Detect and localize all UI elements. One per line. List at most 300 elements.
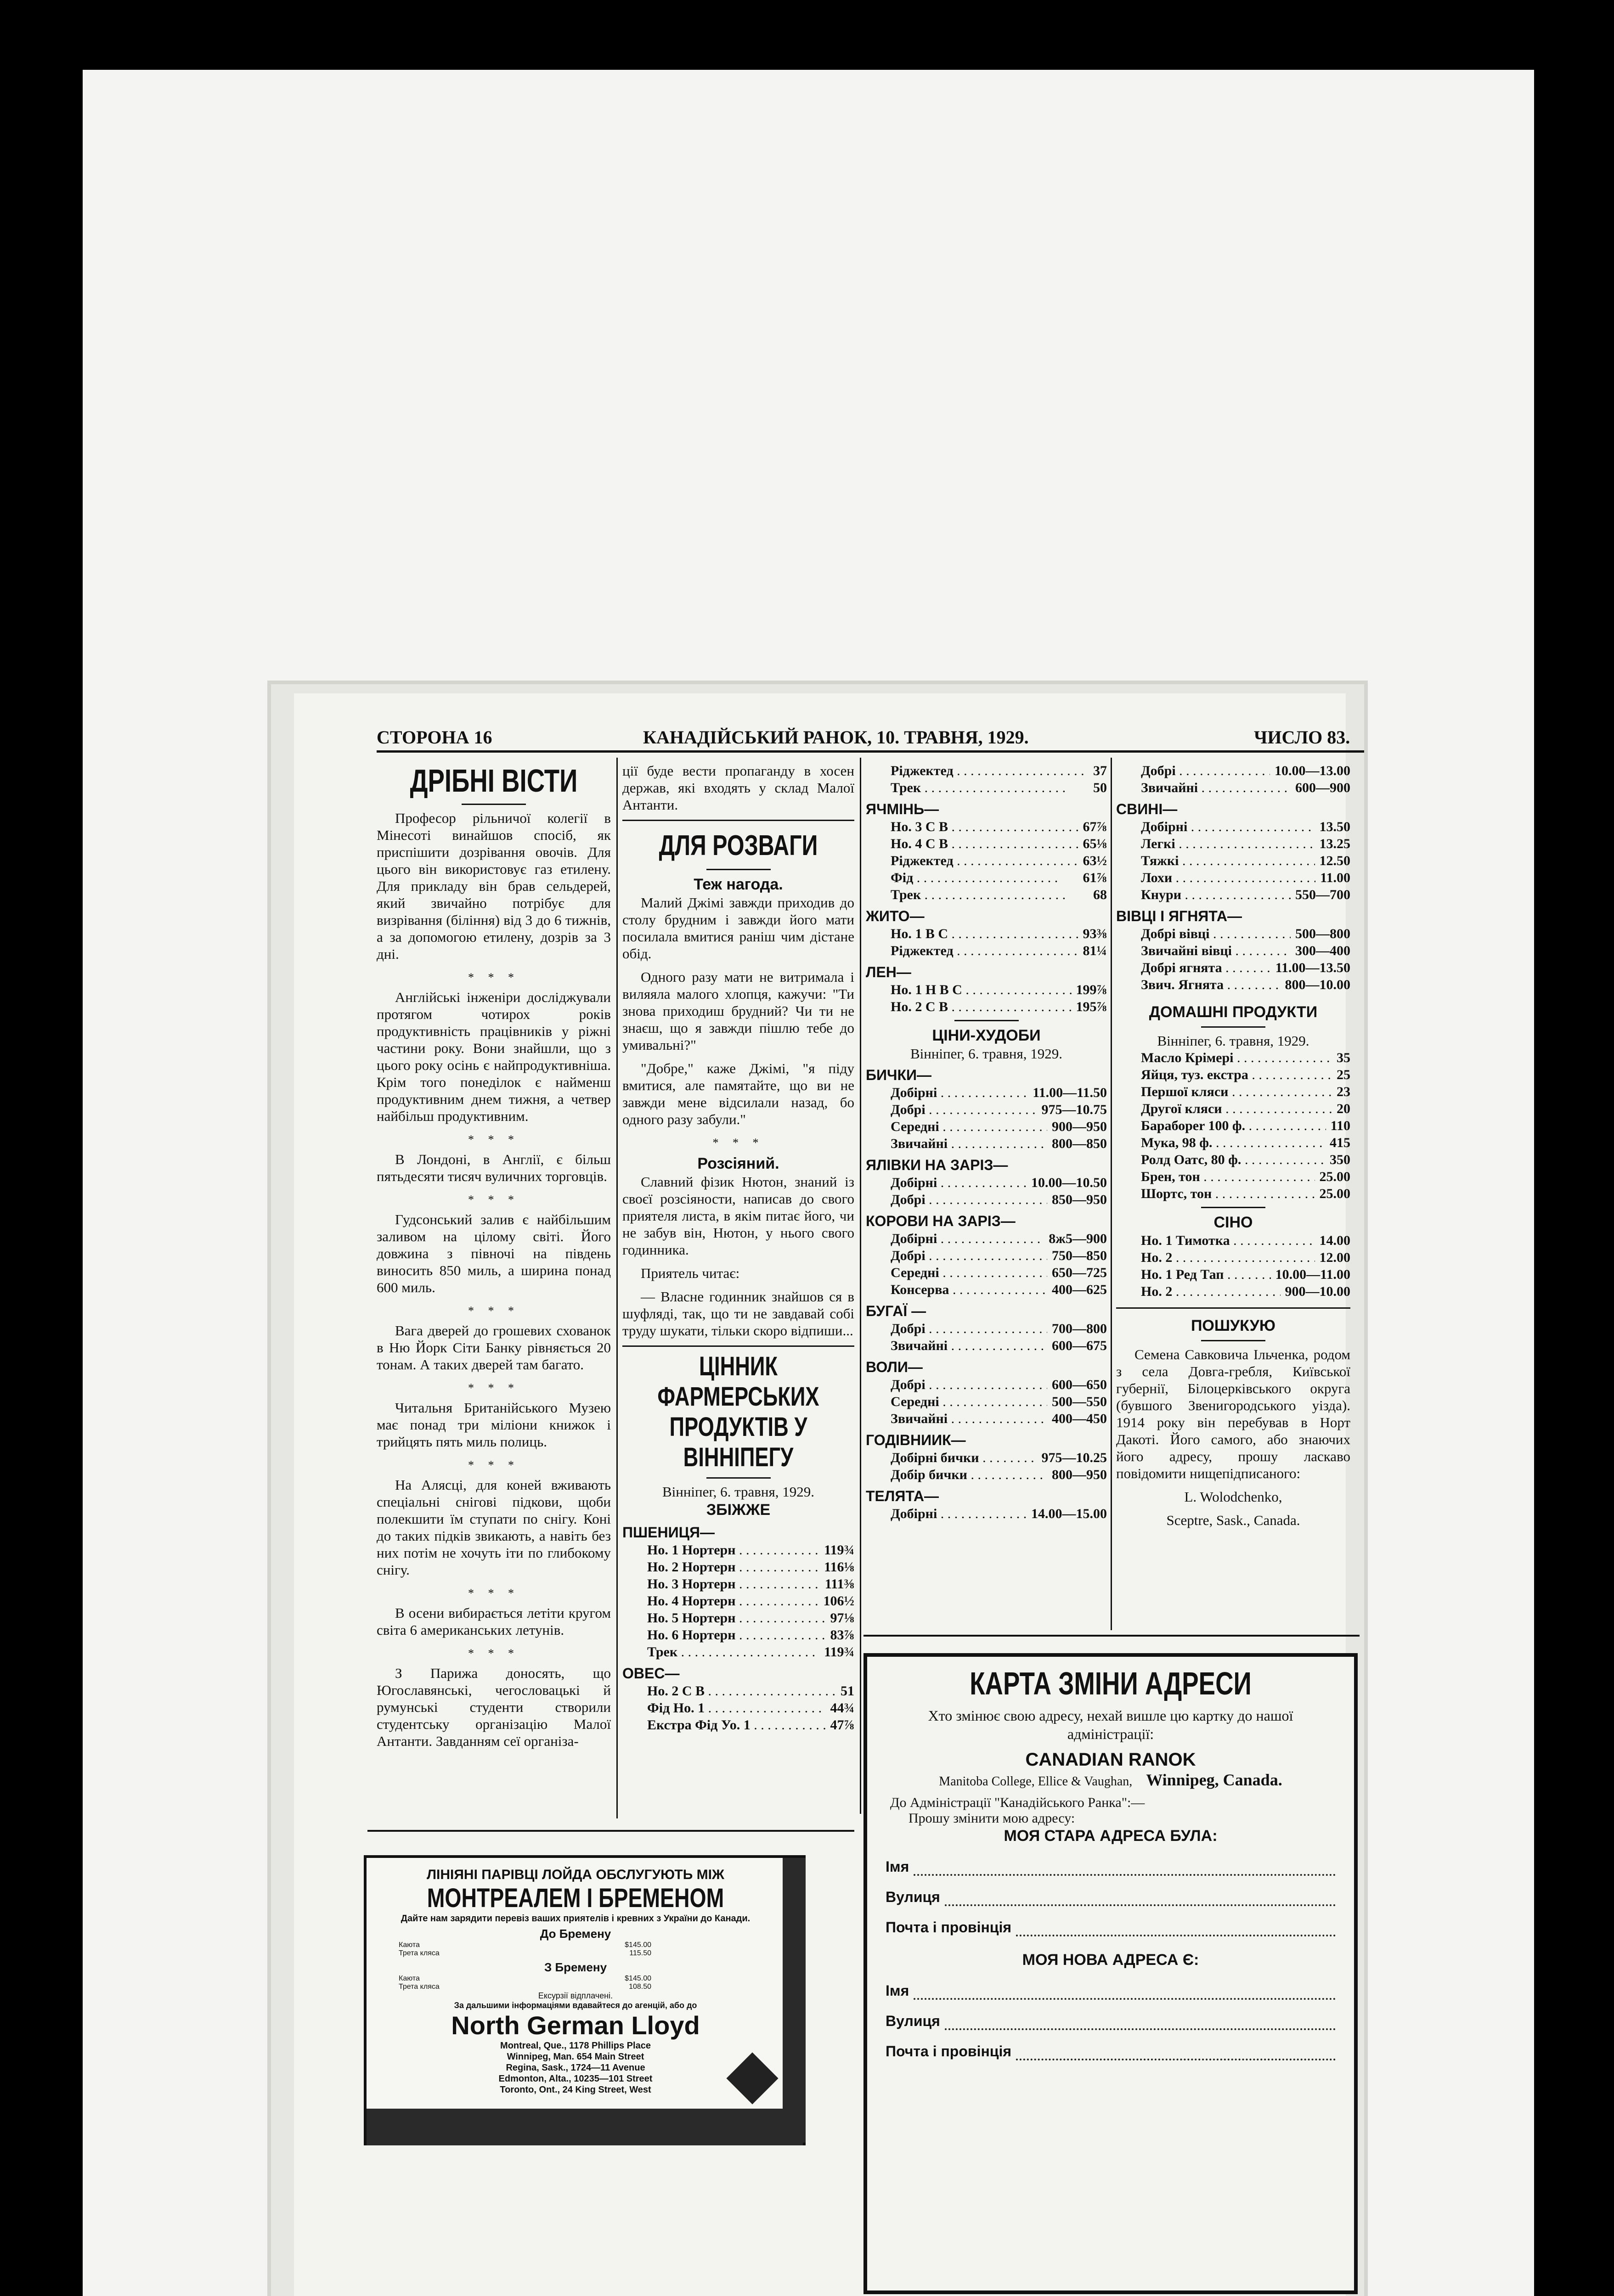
short-rule [706, 869, 771, 870]
price-row [866, 1264, 1107, 1281]
oats-heading: ОВЕС— [622, 1665, 680, 1682]
feeders-prices [866, 1449, 1107, 1483]
heifers-prices [866, 1174, 1107, 1208]
price-value: 110 [1330, 1118, 1350, 1133]
price-row [866, 998, 1107, 1015]
search-notice-signature: L. Wolodchenko, [1184, 1489, 1282, 1505]
price-value: 12.00 [1319, 1250, 1350, 1265]
price-row [1116, 1232, 1350, 1249]
cattle-heading: ЦІНИ-ХУДОБИ [932, 1027, 1041, 1044]
price-row [866, 1281, 1107, 1298]
price-value: 415 [1330, 1135, 1350, 1150]
price-item: Брен, тон . . . [1141, 1168, 1315, 1185]
separator: * * * [468, 1587, 519, 1600]
price-item: Добірні . . . [1141, 818, 1315, 835]
section-rule [367, 1830, 854, 1832]
price-item: Яйця, туз. екстра . . . [1141, 1066, 1332, 1083]
grains-heading: ЗБІЖЖЕ [706, 1501, 771, 1519]
section-rule [1116, 1307, 1350, 1309]
ad-line: Дайте нам зарядити перевіз ваших приятелів і кревних з України до Канади. [401, 1913, 751, 1924]
price-item: Но. 4 С В . . . [891, 835, 1078, 852]
price-value: 800—850 [1052, 1136, 1107, 1151]
barley-prices [866, 818, 1107, 903]
price-row [1116, 942, 1350, 959]
price-value: 63½ [1083, 853, 1107, 868]
feeders-heading: ГОДІВНИИК— [866, 1432, 966, 1448]
column-livestock-produce [1116, 762, 1350, 1529]
oxen-prices [866, 1376, 1107, 1427]
price-value: 12.50 [1319, 853, 1350, 868]
separator: * * * [468, 1304, 519, 1317]
column-rule [1111, 758, 1112, 1630]
price-row [1116, 818, 1350, 835]
price-value: 35 [1337, 1050, 1350, 1065]
news-item: З Парижа доносять, що Югославянські, чегословацькі й румунські студенти створили студентську організацію Малої Антанти. Завданням сеї організа- [377, 1665, 611, 1749]
price-value: 20 [1337, 1101, 1350, 1116]
price-item: Добрі . . . [891, 1101, 1037, 1118]
story-text: Малий Джімі завжди приходив до столу брудним і завжди його мати посилала вмитися раніш чим дістане обід. [622, 895, 854, 962]
story-title: Розсіяний. [697, 1155, 779, 1172]
price-item: Но. 1 Н В С . . . [891, 981, 1072, 998]
price-value: 650—725 [1052, 1265, 1107, 1280]
separator: * * * [468, 971, 519, 984]
entertainment-title: ДЛЯ РОЗВАГИ [659, 830, 818, 861]
story-text: Одного разу мати не витримала і виляяла малого хлопця, кажучи: "Ти знова приходиш брудний? Чи ти не знаєш, що я завжди пішлю тебе до умивальні?" [622, 969, 854, 1053]
wheat-prices [622, 1542, 854, 1660]
price-value: 900—950 [1052, 1119, 1107, 1134]
price-row [866, 1393, 1107, 1410]
news-item: Англійські інженіри досліджували протягом чотирох років продуктивність працівників у ріжні частини року. Вони знайшли, що з цього року осінь є найпродуктивніша. Крім того понеділок є найменш продуктивним днем тижня, а четвер найбільш продуктивним. [377, 989, 611, 1124]
price-item: Трек . . . [891, 779, 1089, 796]
price-value: 195⅞ [1076, 999, 1107, 1014]
price-item: Добрі . . . [891, 1320, 1047, 1337]
price-item: Звич. Ягнята . . . [1141, 976, 1281, 993]
continued-text: ції буде вести пропаганду в хосен держав, які входять у склад Малої Антанти. [622, 763, 854, 813]
price-row [866, 925, 1107, 942]
price-row [866, 818, 1107, 835]
price-item: Середні . . . [891, 1393, 1047, 1410]
price-item: Но. 3 С В . . . [891, 818, 1078, 835]
price-item: Но. 1 Ред Тап . . . [1141, 1266, 1271, 1283]
old-name-field[interactable]: Імя [886, 1857, 1336, 1876]
price-row [622, 1626, 854, 1643]
grain-prices [866, 762, 1107, 796]
calves-prices [866, 1505, 1107, 1522]
price-row [1116, 1049, 1350, 1066]
price-row [866, 1174, 1107, 1191]
column-grain-cattle [866, 762, 1107, 1522]
bulls-prices [866, 1320, 1107, 1354]
price-row [1116, 869, 1350, 886]
price-item: Звичайні . . . [1141, 779, 1291, 796]
sheep-prices [1116, 925, 1350, 993]
price-value: 10.00—13.00 [1275, 763, 1350, 778]
cattle-date: Вінніпег, 6. травня, 1929. [910, 1046, 1063, 1062]
price-row [866, 1247, 1107, 1264]
price-item: Но. 1 Тимотка . . . [1141, 1232, 1315, 1249]
hay-prices [1116, 1232, 1350, 1300]
price-item: Першої кляси . . . [1141, 1083, 1332, 1100]
home-products-date: Вінніпег, 6. травня, 1929. [1157, 1033, 1309, 1049]
price-value: 111⅜ [824, 1576, 854, 1592]
price-value: 11.00—11.50 [1033, 1085, 1107, 1100]
price-row [866, 1230, 1107, 1247]
price-row [622, 1716, 854, 1733]
price-value: 97⅛ [830, 1610, 854, 1626]
north-german-lloyd-ad [364, 1855, 806, 2145]
home-products-heading: ДОМАШНІ ПРОДУКТИ [1149, 1003, 1318, 1021]
price-row [1116, 1117, 1350, 1134]
price-item: Но. 2 Нортерн . . . [647, 1559, 819, 1576]
price-value: 350 [1330, 1152, 1350, 1167]
price-item: Середні . . . [891, 1118, 1047, 1135]
price-list-title: ЦІННИК ФАРМЕРСЬКИХ ПРОДУКТІВ У ВІННІПЕГУ [657, 1351, 819, 1472]
card-recipient: До Адміністрації "Канадійського Ранка":— [890, 1795, 1145, 1810]
price-item: Но. 2 С В . . . [891, 998, 1072, 1015]
price-value: 81¼ [1083, 943, 1107, 958]
price-row [622, 1593, 854, 1609]
short-rule [706, 1477, 771, 1479]
price-value: 600—675 [1052, 1338, 1107, 1353]
price-row [1116, 835, 1350, 852]
price-row [1116, 976, 1350, 993]
ad-address: Montreal, Que., 1178 Phillips Place [500, 2041, 651, 2051]
price-row [866, 852, 1107, 869]
price-value: 975—10.75 [1041, 1102, 1107, 1117]
ad-address: Winnipeg, Man. 654 Main Street [507, 2052, 644, 2062]
price-date: Вінніпег, 6. травня, 1929. [662, 1484, 815, 1500]
price-row [1116, 886, 1350, 903]
ad-address: Edmonton, Alta., 10235—101 Street [498, 2074, 653, 2084]
price-value: 14.00 [1319, 1233, 1350, 1248]
price-item: Шортс, тон . . . [1141, 1185, 1315, 1202]
price-value: 13.50 [1319, 819, 1350, 834]
small-news-title: ДРІБНІ ВІСТИ [410, 763, 578, 799]
price-value: 900—10.00 [1285, 1284, 1350, 1299]
price-row [622, 1559, 854, 1576]
paper-title: КАНАДІЙСЬКИЙ РАНОК, 10. ТРАВНЯ, 1929. [643, 727, 1029, 748]
news-item: Читальня Британійського Музею має понад три міліони книжок і трийцять пять миль полиць. [377, 1400, 611, 1450]
price-row [866, 762, 1107, 779]
price-value: 500—800 [1295, 926, 1350, 941]
price-row [1116, 1266, 1350, 1283]
price-item: Легкі . . . [1141, 835, 1315, 852]
new-street-field[interactable]: Вулиця [886, 2012, 1336, 2030]
price-row [1116, 1185, 1350, 1202]
rye-heading: ЖИТО— [866, 908, 925, 924]
price-item: Добрі вівці . . . [1141, 925, 1291, 942]
price-item: Но. 2 С В . . . [647, 1683, 836, 1699]
price-value: 400—625 [1052, 1282, 1107, 1297]
price-row [1116, 1168, 1350, 1185]
price-value: 25.00 [1319, 1169, 1350, 1184]
story-text: — Власне годинник знайшов ся в шуфляді, так, що ти не завдавай собі труду шукати, тільки скоро відпиши... [622, 1289, 854, 1339]
section-rule [863, 1635, 1360, 1637]
price-item: Звичайні . . . [891, 1410, 1047, 1427]
bulls-heading: БУГАЇ — [866, 1303, 926, 1319]
ad-headline: МОНТРЕАЛЕМ І БРЕМЕНОМ [427, 1883, 724, 1913]
short-rule [954, 1020, 1019, 1021]
ad-line: За дальшими інформаціями вдавайтеся до агенцій, або до [454, 2001, 697, 2010]
price-item: Добір бички . . . [891, 1466, 1047, 1483]
price-item: Но. 1 Нортерн . . . [647, 1542, 819, 1559]
price-row [866, 1084, 1107, 1101]
flax-prices [866, 981, 1107, 1015]
old-address-heading: МОЯ СТАРА АДРЕСА БУЛА: [1004, 1827, 1218, 1845]
price-value: 8ж5—900 [1049, 1231, 1107, 1246]
price-value: 11.00 [1320, 870, 1350, 885]
price-item: Екстра Фід Уо. 1 . . . [647, 1716, 826, 1733]
price-value: 500—550 [1052, 1394, 1107, 1409]
search-notice-text: Семена Савковича Ільченка, родом з села Довга-гребля, Київської губернії, Білоцерківського округа (бувшого Звенигородського уізда). 1914 року він перебував в Норт Дакоті. Його самого, або знаючих його адресу, прошу ласкаво повідомити нищепідписаного: [1116, 1346, 1350, 1481]
price-row [866, 886, 1107, 903]
price-value: 50 [1093, 780, 1107, 795]
price-item: Но. 5 Нортерн . . . [647, 1609, 826, 1626]
price-value: 83⅞ [830, 1627, 854, 1643]
price-row [866, 1337, 1107, 1354]
news-item: Професор рільничої колегії в Мінесоті винайшов спосіб, як приспішити дозрівання овочів. Для цього він використовує газ етилену. Для прикладу він брав сельдерей, який звичайно потрібує для визрівання (біління) від 3 до 6 тижнів, а за допомогою етилену, дозрів за 3 дні. [377, 810, 611, 962]
column-entertainment [622, 762, 854, 1733]
price-value: 850—950 [1052, 1192, 1107, 1207]
short-rule [1201, 1340, 1265, 1341]
price-value: 47⅞ [830, 1717, 854, 1733]
price-row [866, 1410, 1107, 1427]
short-rule [1201, 1207, 1265, 1208]
price-value: 25.00 [1319, 1186, 1350, 1201]
price-item: Барабоper 100 ф. . . . [1141, 1117, 1326, 1134]
card-address: Manitoba College, Ellice & Vaughan, Winnipeg, Canada. [939, 1771, 1282, 1789]
search-notice-title: ПОШУКУЮ [1191, 1317, 1275, 1334]
price-row [866, 835, 1107, 852]
price-value: 750—850 [1052, 1248, 1107, 1263]
price-item: Но. 1 В С . . . [891, 925, 1078, 942]
hay-heading: СІНО [1213, 1214, 1253, 1231]
price-item: Звичайні вівці . . . [1141, 942, 1291, 959]
ad-brand: North German Lloyd [451, 2011, 700, 2040]
price-row [622, 1643, 854, 1660]
price-item: Трек . . . [647, 1643, 819, 1660]
price-item: Трек . . . [891, 886, 1089, 903]
price-item: Добірні . . . [891, 1505, 1027, 1522]
price-row [866, 1505, 1107, 1522]
home-products-prices [1116, 1049, 1350, 1202]
card-company: CANADIAN RANOK [1025, 1750, 1196, 1770]
price-row [866, 981, 1107, 998]
price-row [1116, 959, 1350, 976]
barley-heading: ЯЧМІНЬ— [866, 801, 939, 817]
short-rule [1201, 1026, 1265, 1028]
column-small-news [377, 762, 611, 1756]
price-row [866, 869, 1107, 886]
separator: * * * [468, 1133, 519, 1146]
ad-line: ЛІНІЯНІ ПАРІВЦІ ЛОЙДА ОБСЛУГУЮТЬ МІЖ [426, 1867, 725, 1882]
price-value: 13.25 [1319, 836, 1350, 851]
price-row [622, 1542, 854, 1559]
price-value: 700—800 [1052, 1321, 1107, 1336]
separator: * * * [468, 1193, 519, 1206]
price-item: Фід Но. 1 . . . [647, 1699, 826, 1716]
price-row [866, 942, 1107, 959]
card-title: КАРТА ЗМІНИ АДРЕСИ [970, 1666, 1252, 1701]
price-value: 93⅜ [1083, 926, 1107, 941]
page-number: СТОРОНА 16 [377, 727, 492, 748]
separator: * * * [468, 1458, 519, 1472]
price-row [622, 1699, 854, 1716]
price-item: Добрі . . . [1141, 762, 1270, 779]
price-value: 106½ [823, 1593, 854, 1609]
price-value: 600—650 [1052, 1377, 1107, 1392]
ad-route: З Бремену [544, 1960, 607, 1974]
price-value: 51 [841, 1683, 854, 1699]
price-value: 25 [1337, 1067, 1350, 1082]
wheat-heading: ПШЕНИЦЯ— [622, 1524, 715, 1541]
steers-prices [866, 1084, 1107, 1152]
masthead-rule [377, 750, 1364, 753]
price-value: 800—10.00 [1285, 977, 1350, 992]
price-item: Добрі . . . [891, 1247, 1047, 1264]
ad-fare-row: Трета кляса 115.50 [399, 1949, 651, 1957]
separator: * * * [468, 1381, 519, 1395]
rye-prices [866, 925, 1107, 959]
price-item: Добрі . . . [891, 1376, 1047, 1393]
price-row [622, 1609, 854, 1626]
price-item: Фід . . . [891, 869, 1078, 886]
price-item: Звичайні . . . [891, 1337, 1047, 1354]
price-item: Добрі . . . [891, 1191, 1047, 1208]
price-value: 116⅛ [824, 1559, 854, 1575]
ad-line: Ексурзії відплачені. [538, 1991, 613, 2000]
masthead [377, 726, 1364, 748]
story-text: Приятель читає: [641, 1265, 740, 1281]
price-value: 10.00—10.50 [1031, 1175, 1107, 1190]
hogs-prices [1116, 818, 1350, 903]
price-item: Добірні . . . [891, 1174, 1027, 1191]
price-item: Тяжкі . . . [1141, 852, 1315, 869]
ad-route: До Бремену [540, 1927, 611, 1941]
price-value: 61⅞ [1083, 870, 1107, 885]
ad-address: Toronto, Ont., 24 King Street, West [500, 2085, 651, 2095]
price-value: 10.00—11.00 [1275, 1267, 1350, 1282]
price-row [1116, 1151, 1350, 1168]
price-item: Но. 4 Нортерн . . . [647, 1593, 819, 1609]
new-post-field[interactable]: Почта і провінція [886, 2042, 1336, 2060]
price-row [1116, 1134, 1350, 1151]
price-item: Но. 2 . . . [1141, 1283, 1281, 1300]
price-row [1116, 779, 1350, 796]
oxen-heading: ВОЛИ— [866, 1359, 923, 1375]
price-value: 37 [1093, 763, 1107, 778]
ad-body [380, 1867, 771, 2095]
ad-fare-row: Трета кляса 108.50 [399, 1983, 651, 1991]
price-item: Звичайні . . . [891, 1135, 1047, 1152]
price-row [866, 1320, 1107, 1337]
old-post-field[interactable]: Почта і провінція [886, 1918, 1336, 1936]
calves-heading: ТЕЛЯТА— [866, 1488, 939, 1504]
price-item: Но. 6 Нортерн . . . [647, 1626, 826, 1643]
column-rule [616, 758, 618, 1818]
price-row [1116, 925, 1350, 942]
price-item: Другої кляси . . . [1141, 1100, 1332, 1117]
price-value: 14.00—15.00 [1031, 1506, 1107, 1521]
price-value: 550—700 [1295, 887, 1350, 902]
price-row [866, 1118, 1107, 1135]
issue-number: ЧИСЛО 83. [1254, 727, 1350, 748]
price-item: Консерва . . . [891, 1281, 1047, 1298]
price-item: Кнури . . . [1141, 886, 1291, 903]
old-street-field[interactable]: Вулиця [886, 1888, 1336, 1906]
address-change-card [863, 1653, 1358, 2294]
news-item: В осени вибирається летіти кругом світа 6 американських летунів. [377, 1605, 611, 1638]
price-value: 600—900 [1295, 780, 1350, 795]
price-row [1116, 1249, 1350, 1266]
price-item: Ріджектед . . . [891, 762, 1089, 779]
price-value: 67⅞ [1083, 819, 1107, 834]
price-row [1116, 1066, 1350, 1083]
price-item: Ріджектед . . . [891, 852, 1078, 869]
card-request: Прошу змінити мою адресу: [909, 1811, 1075, 1826]
price-item: Ролд Оатс, 80 ф. . . . [1141, 1151, 1325, 1168]
hogs-heading: СВИНІ— [1116, 801, 1178, 817]
price-row [622, 1683, 854, 1699]
flax-heading: ЛЕН— [866, 964, 911, 980]
price-value: 65⅛ [1083, 836, 1107, 851]
price-item: Масло Крімері . . . [1141, 1049, 1332, 1066]
price-row [622, 1576, 854, 1593]
price-row [1116, 1283, 1350, 1300]
price-row [1116, 852, 1350, 869]
news-item: Вага дверей до грошевих схованок в Ню Йорк Сіти Банку рівняється 20 тонам. А таких дверей там багато. [377, 1322, 611, 1373]
card-intro: Хто змінює свою адресу, нехай вишле цю картку до нашої адміністрації: [928, 1707, 1293, 1742]
section-rule [622, 820, 854, 821]
separator: * * * [712, 1136, 764, 1149]
news-item: Гудсонський залив є найбільшим заливом на цілому світі. Його довжина з півночі на південь виносить 850 миль, а ширина понад 600 миль. [377, 1211, 611, 1295]
section-rule [622, 1345, 854, 1347]
price-value: 68 [1093, 887, 1107, 902]
price-row [866, 1466, 1107, 1483]
price-item: Но. 2 . . . [1141, 1249, 1315, 1266]
sheep-heading: ВІВЦІ І ЯГНЯТА— [1116, 908, 1242, 924]
ad-address: Regina, Sask., 1724—11 Avenue [506, 2063, 645, 2073]
price-row [866, 1101, 1107, 1118]
price-row [866, 779, 1107, 796]
price-item: Но. 3 Нортерн . . . [647, 1576, 820, 1593]
cows-prices [866, 1230, 1107, 1298]
price-item: Добрі ягнята . . . [1141, 959, 1271, 976]
new-address-heading: МОЯ НОВА АДРЕСА Є: [1022, 1951, 1199, 1969]
price-value: 199⅞ [1076, 982, 1107, 997]
cattle-prices-cont [1116, 762, 1350, 796]
oats-prices [622, 1683, 854, 1733]
price-item: Добірні бички . . . [891, 1449, 1037, 1466]
price-row [1116, 1100, 1350, 1117]
price-value: 400—450 [1052, 1411, 1107, 1426]
price-row [866, 1191, 1107, 1208]
price-row [1116, 1083, 1350, 1100]
price-value: 975—10.25 [1041, 1450, 1107, 1465]
price-item: Середні . . . [891, 1264, 1047, 1281]
ad-fare-row: Каюта $145.00 [399, 1941, 651, 1949]
price-row [866, 1135, 1107, 1152]
search-notice-address: Sceptre, Sask., Canada. [1166, 1512, 1300, 1528]
price-value: 800—950 [1052, 1467, 1107, 1482]
story-text: Славний фізик Нютон, знаний із своєї розсіяности, написав до свого приятеля листа, в якім питає його, чи не забув він, Нютон, у нього свого годинника. [622, 1174, 854, 1258]
price-row [1116, 762, 1350, 779]
ad-fare-row: Каюта $145.00 [399, 1975, 651, 1982]
price-item: Мука, 98 ф. . . . [1141, 1134, 1325, 1151]
price-value: 119¾ [824, 1644, 854, 1660]
new-name-field[interactable]: Імя [886, 1981, 1336, 2000]
price-value: 300—400 [1295, 943, 1350, 958]
